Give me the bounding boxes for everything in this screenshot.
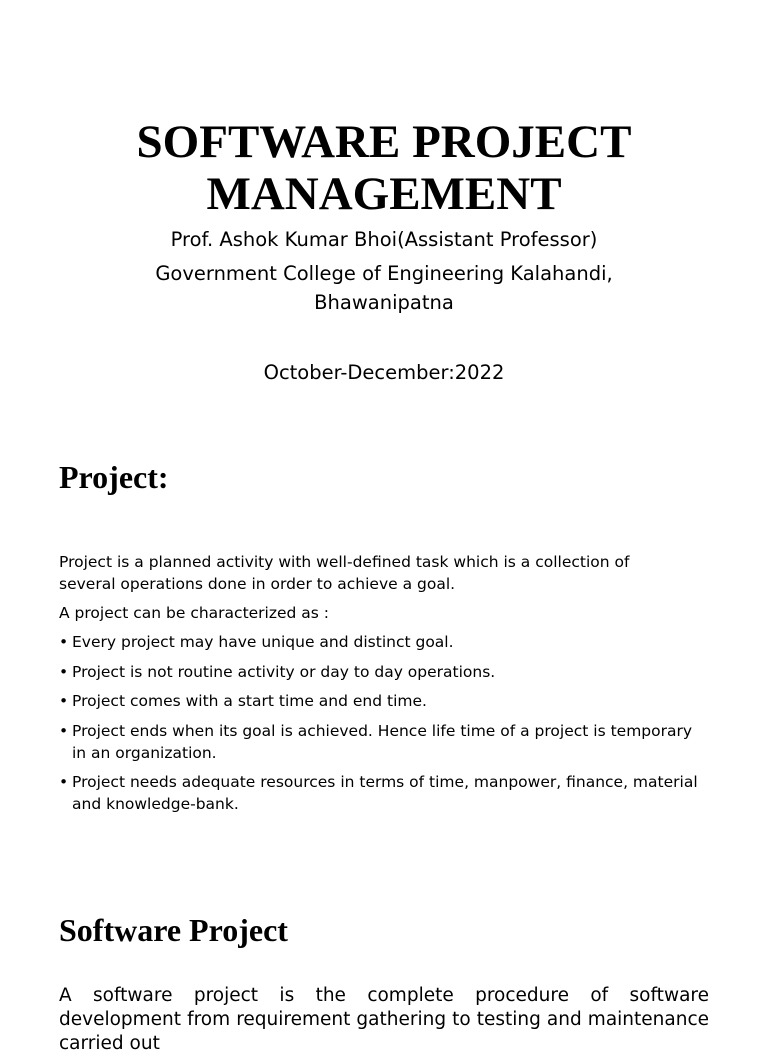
- project-heading: Project:: [59, 459, 169, 495]
- list-item: [59, 771, 709, 815]
- project-intro-line-1: Project is a planned activity with well-defined task which is a collection of: [59, 553, 630, 571]
- title-slide-heading: [0, 116, 768, 220]
- bullet-icon: •: [59, 633, 69, 651]
- list-item: [59, 631, 709, 653]
- college-line-2: Bhawanipatna: [314, 291, 454, 314]
- bullet-icon: •: [59, 692, 69, 710]
- bullet-icon: •: [59, 773, 69, 791]
- college-line-1: Government College of Engineering Kalahandi,: [155, 262, 613, 285]
- bullet-icon: •: [59, 662, 69, 681]
- date-line: October-December:2022: [263, 361, 505, 384]
- software-project-heading: Software Project: [59, 912, 288, 948]
- project-intro-line-2: several operations done in order to achieve a goal.: [59, 575, 456, 593]
- list-item-text: Project is not routine activity or day to day operations.: [72, 662, 496, 681]
- project-intro: [59, 551, 719, 595]
- title-line-1: SOFTWARE PROJECT: [136, 116, 632, 168]
- list-item: [59, 690, 709, 712]
- software-project-text: A software project is the complete procedure of software development from requirement gathering to testing and maintenance carried out: [59, 985, 709, 1054]
- list-item-text: Every project may have unique and distinct goal.: [72, 633, 454, 651]
- list-item: [59, 661, 709, 683]
- characterized-text: A project can be characterized as :: [59, 604, 330, 622]
- title-line-2: MANAGEMENT: [206, 168, 562, 220]
- author-line: Prof. Ashok Kumar Bhoi(Assistant Professor): [170, 228, 598, 251]
- list-item-text: Project ends when its goal is achieved. Hence life time of a project is temporary in an organization.: [72, 721, 693, 762]
- list-item: [59, 720, 709, 764]
- list-item-text: Project needs adequate resources in terms of time, manpower, finance, material and knowledge-bank.: [72, 773, 698, 813]
- list-item-text: Project comes with a start time and end time.: [72, 692, 427, 710]
- project-characteristics-list: [59, 631, 709, 823]
- college-name: [0, 259, 768, 317]
- bullet-icon: •: [59, 721, 69, 740]
